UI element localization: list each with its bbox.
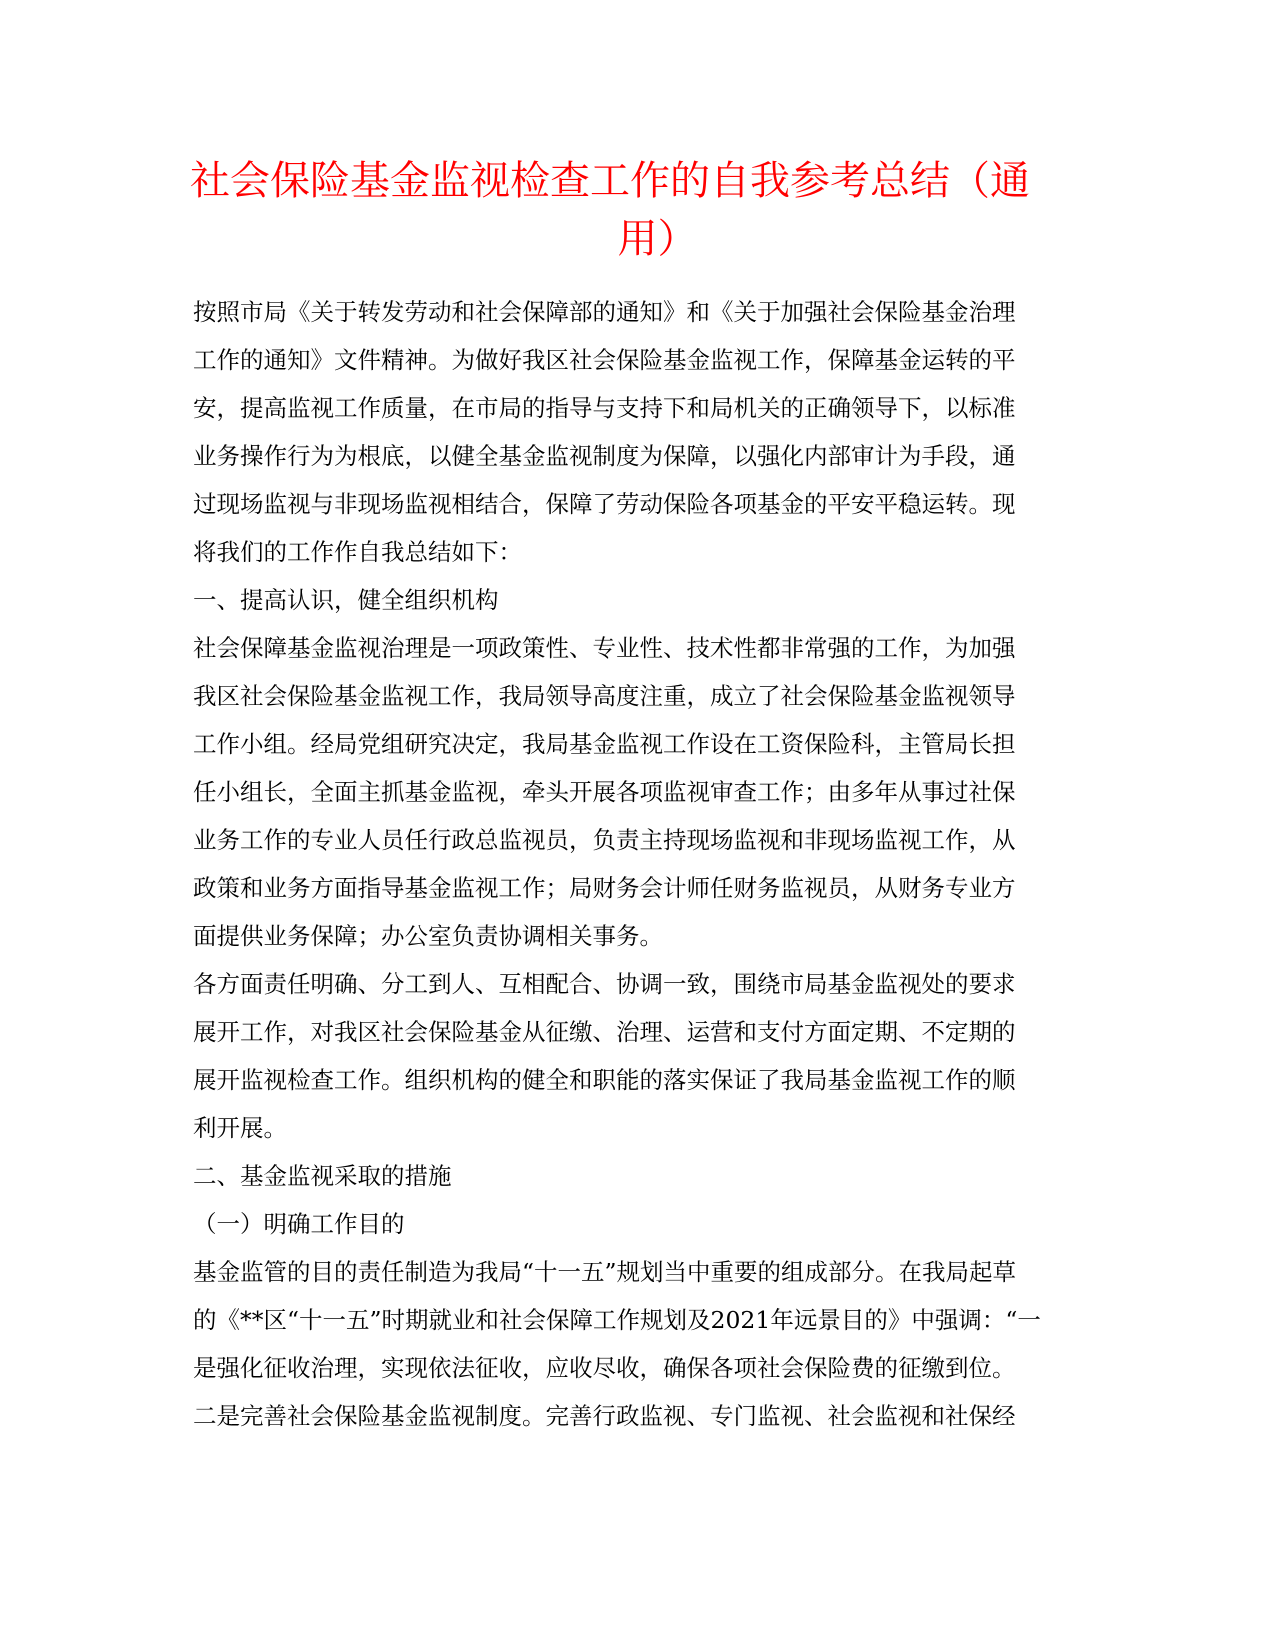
- body-line: 的《**区“十一五”时期就业和社会保障工作规划及2021年远景目的》中强调：“一: [193, 1306, 1041, 1334]
- body-line: 社会保障基金监视治理是一项政策性、专业性、技术性都非常强的工作，为加强: [193, 634, 1016, 662]
- body-line: 各方面责任明确、分工到人、互相配合、协调一致，围绕市局基金监视处的要求: [193, 970, 1016, 998]
- title-line-2: 用）: [617, 216, 698, 262]
- body-line: 按照市局《关于转发劳动和社会保障部的通知》和《关于加强社会保险基金治理: [193, 298, 1016, 326]
- document-body: [193, 288, 1073, 1440]
- body-line: 业务操作行为为根底，以健全基金监视制度为保障，以强化内部审计为手段，通: [193, 442, 1016, 470]
- body-line: 业务工作的专业人员任行政总监视员，负责主持现场监视和非现场监视工作，从: [193, 826, 1016, 854]
- body-line: 利开展。: [193, 1114, 287, 1142]
- body-line: 是强化征收治理，实现依法征收，应收尽收，确保各项社会保险费的征缴到位。: [193, 1354, 1016, 1382]
- body-line: 工作的通知》文件精神。为做好我区社会保险基金监视工作，保障基金运转的平: [193, 346, 1016, 374]
- body-line: 展开监视检查工作。组织机构的健全和职能的落实保证了我局基金监视工作的顺: [193, 1066, 1016, 1094]
- title-line-1: 社会保险基金监视检查工作的自我参考总结（通: [190, 158, 1030, 204]
- body-line: 过现场监视与非现场监视相结合，保障了劳动保险各项基金的平安平稳运转。现: [193, 490, 1016, 518]
- subsection-heading: （一）明确工作目的: [193, 1210, 405, 1238]
- body-line: 基金监管的目的责任制造为我局“十一五”规划当中重要的组成部分。在我局起草: [193, 1258, 1017, 1286]
- body-line: 我区社会保险基金监视工作，我局领导高度注重，成立了社会保险基金监视领导: [193, 682, 1016, 710]
- body-line: 展开工作，对我区社会保险基金从征缴、治理、运营和支付方面定期、不定期的: [193, 1018, 1016, 1046]
- section-heading: 二、基金监视采取的措施: [193, 1162, 452, 1190]
- body-line: 任小组长，全面主抓基金监视，牵头开展各项监视审查工作；由多年从事过社保: [193, 778, 1016, 806]
- body-line: 将我们的工作作自我总结如下：: [193, 538, 522, 566]
- body-line: 面提供业务保障；办公室负责协调相关事务。: [193, 922, 663, 950]
- body-line: 二是完善社会保险基金监视制度。完善行政监视、专门监视、社会监视和社保经: [193, 1402, 1016, 1430]
- body-line: 政策和业务方面指导基金监视工作；局财务会计师任财务监视员，从财务专业方: [193, 874, 1016, 902]
- document-title: [180, 152, 1095, 268]
- section-heading: 一、提高认识，健全组织机构: [193, 586, 499, 614]
- body-line: 工作小组。经局党组研究决定，我局基金监视工作设在工资保险科，主管局长担: [193, 730, 1016, 758]
- body-line: 安，提高监视工作质量，在市局的指导与支持下和局机关的正确领导下，以标准: [193, 394, 1016, 422]
